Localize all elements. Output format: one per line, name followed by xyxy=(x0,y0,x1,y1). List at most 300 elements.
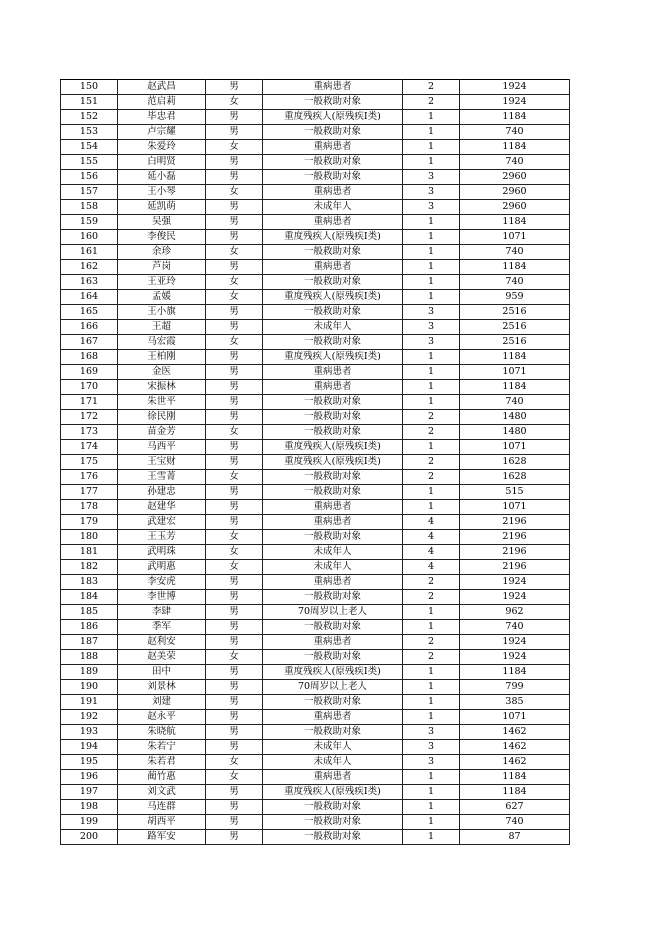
name-cell: 刘景林 xyxy=(118,680,206,695)
amount-cell: 740 xyxy=(460,275,570,290)
name-cell: 李世博 xyxy=(118,590,206,605)
category-cell: 重度残疾人(原残疾Ⅰ类) xyxy=(263,665,403,680)
table-row xyxy=(61,200,570,215)
category-cell: 一般救助对象 xyxy=(263,695,403,710)
table-row xyxy=(61,770,570,785)
row-number-cell: 192 xyxy=(61,710,118,725)
table-body xyxy=(61,80,570,845)
table-row xyxy=(61,290,570,305)
table-row xyxy=(61,410,570,425)
table-row xyxy=(61,125,570,140)
amount-cell: 2960 xyxy=(460,200,570,215)
category-cell: 一般救助对象 xyxy=(263,485,403,500)
name-cell: 王小旗 xyxy=(118,305,206,320)
row-number-cell: 194 xyxy=(61,740,118,755)
amount-cell: 2516 xyxy=(460,335,570,350)
table-row xyxy=(61,680,570,695)
household-count-cell: 2 xyxy=(403,575,460,590)
row-number-cell: 156 xyxy=(61,170,118,185)
amount-cell: 2196 xyxy=(460,530,570,545)
name-cell: 刘建 xyxy=(118,695,206,710)
table-row xyxy=(61,755,570,770)
table-row xyxy=(61,725,570,740)
table-row xyxy=(61,530,570,545)
amount-cell: 740 xyxy=(460,395,570,410)
row-number-cell: 169 xyxy=(61,365,118,380)
row-number-cell: 164 xyxy=(61,290,118,305)
amount-cell: 1184 xyxy=(460,110,570,125)
name-cell: 宋振林 xyxy=(118,380,206,395)
category-cell: 重病患者 xyxy=(263,500,403,515)
category-cell: 一般救助对象 xyxy=(263,815,403,830)
name-cell: 金医 xyxy=(118,365,206,380)
table-row xyxy=(61,110,570,125)
table-row xyxy=(61,425,570,440)
amount-cell: 1184 xyxy=(460,380,570,395)
row-number-cell: 168 xyxy=(61,350,118,365)
gender-cell: 男 xyxy=(206,710,263,725)
row-number-cell: 167 xyxy=(61,335,118,350)
household-count-cell: 1 xyxy=(403,365,460,380)
household-count-cell: 4 xyxy=(403,560,460,575)
household-count-cell: 1 xyxy=(403,710,460,725)
category-cell: 重病患者 xyxy=(263,770,403,785)
name-cell: 朱世平 xyxy=(118,395,206,410)
gender-cell: 男 xyxy=(206,230,263,245)
category-cell: 70周岁以上老人 xyxy=(263,680,403,695)
amount-cell: 1628 xyxy=(460,455,570,470)
category-cell: 一般救助对象 xyxy=(263,410,403,425)
category-cell: 重度残疾人(原残疾Ⅰ类) xyxy=(263,230,403,245)
household-count-cell: 4 xyxy=(403,545,460,560)
table-row xyxy=(61,575,570,590)
gender-cell: 男 xyxy=(206,395,263,410)
row-number-cell: 177 xyxy=(61,485,118,500)
name-cell: 李安虎 xyxy=(118,575,206,590)
gender-cell: 女 xyxy=(206,185,263,200)
household-count-cell: 1 xyxy=(403,695,460,710)
gender-cell: 男 xyxy=(206,500,263,515)
table-row xyxy=(61,260,570,275)
household-count-cell: 3 xyxy=(403,170,460,185)
household-count-cell: 1 xyxy=(403,230,460,245)
table-row xyxy=(61,605,570,620)
category-cell: 未成年人 xyxy=(263,560,403,575)
category-cell: 未成年人 xyxy=(263,755,403,770)
household-count-cell: 1 xyxy=(403,500,460,515)
category-cell: 一般救助对象 xyxy=(263,155,403,170)
gender-cell: 男 xyxy=(206,305,263,320)
amount-cell: 1184 xyxy=(460,665,570,680)
household-count-cell: 3 xyxy=(403,320,460,335)
category-cell: 重病患者 xyxy=(263,260,403,275)
category-cell: 一般救助对象 xyxy=(263,395,403,410)
category-cell: 一般救助对象 xyxy=(263,725,403,740)
name-cell: 毕忠君 xyxy=(118,110,206,125)
table-row xyxy=(61,155,570,170)
row-number-cell: 189 xyxy=(61,665,118,680)
category-cell: 重病患者 xyxy=(263,575,403,590)
amount-cell: 740 xyxy=(460,155,570,170)
row-number-cell: 160 xyxy=(61,230,118,245)
amount-cell: 1628 xyxy=(460,470,570,485)
gender-cell: 男 xyxy=(206,410,263,425)
gender-cell: 男 xyxy=(206,695,263,710)
row-number-cell: 184 xyxy=(61,590,118,605)
row-number-cell: 178 xyxy=(61,500,118,515)
category-cell: 未成年人 xyxy=(263,200,403,215)
table-row xyxy=(61,800,570,815)
gender-cell: 男 xyxy=(206,260,263,275)
row-number-cell: 188 xyxy=(61,650,118,665)
name-cell: 路军安 xyxy=(118,830,206,845)
household-count-cell: 2 xyxy=(403,95,460,110)
gender-cell: 男 xyxy=(206,320,263,335)
amount-cell: 1924 xyxy=(460,575,570,590)
name-cell: 王宝财 xyxy=(118,455,206,470)
table-row xyxy=(61,500,570,515)
category-cell: 重病患者 xyxy=(263,365,403,380)
category-cell: 一般救助对象 xyxy=(263,800,403,815)
name-cell: 李俊民 xyxy=(118,230,206,245)
gender-cell: 男 xyxy=(206,740,263,755)
amount-cell: 1184 xyxy=(460,140,570,155)
gender-cell: 男 xyxy=(206,830,263,845)
amount-cell: 1462 xyxy=(460,740,570,755)
household-count-cell: 4 xyxy=(403,515,460,530)
row-number-cell: 171 xyxy=(61,395,118,410)
row-number-cell: 176 xyxy=(61,470,118,485)
amount-cell: 1462 xyxy=(460,755,570,770)
name-cell: 田中 xyxy=(118,665,206,680)
category-cell: 一般救助对象 xyxy=(263,470,403,485)
table-row xyxy=(61,80,570,95)
name-cell: 马连群 xyxy=(118,800,206,815)
amount-cell: 1924 xyxy=(460,590,570,605)
row-number-cell: 199 xyxy=(61,815,118,830)
household-count-cell: 1 xyxy=(403,155,460,170)
household-count-cell: 2 xyxy=(403,650,460,665)
household-count-cell: 1 xyxy=(403,290,460,305)
row-number-cell: 151 xyxy=(61,95,118,110)
row-number-cell: 170 xyxy=(61,380,118,395)
amount-cell: 1924 xyxy=(460,95,570,110)
category-cell: 一般救助对象 xyxy=(263,125,403,140)
amount-cell: 1071 xyxy=(460,365,570,380)
row-number-cell: 153 xyxy=(61,125,118,140)
household-count-cell: 2 xyxy=(403,590,460,605)
gender-cell: 男 xyxy=(206,215,263,230)
table-row xyxy=(61,140,570,155)
row-number-cell: 172 xyxy=(61,410,118,425)
household-count-cell: 1 xyxy=(403,485,460,500)
row-number-cell: 200 xyxy=(61,830,118,845)
name-cell: 白明贤 xyxy=(118,155,206,170)
gender-cell: 女 xyxy=(206,470,263,485)
household-count-cell: 1 xyxy=(403,800,460,815)
household-count-cell: 1 xyxy=(403,275,460,290)
household-count-cell: 2 xyxy=(403,410,460,425)
gender-cell: 男 xyxy=(206,815,263,830)
category-cell: 一般救助对象 xyxy=(263,170,403,185)
name-cell: 延凯萌 xyxy=(118,200,206,215)
household-count-cell: 1 xyxy=(403,665,460,680)
category-cell: 重病患者 xyxy=(263,710,403,725)
gender-cell: 男 xyxy=(206,800,263,815)
row-number-cell: 154 xyxy=(61,140,118,155)
gender-cell: 男 xyxy=(206,485,263,500)
category-cell: 重病患者 xyxy=(263,80,403,95)
relief-recipient-table xyxy=(60,79,570,845)
amount-cell: 962 xyxy=(460,605,570,620)
category-cell: 重病患者 xyxy=(263,215,403,230)
category-cell: 一般救助对象 xyxy=(263,650,403,665)
amount-cell: 2960 xyxy=(460,170,570,185)
name-cell: 朱爱玲 xyxy=(118,140,206,155)
table-row xyxy=(61,335,570,350)
category-cell: 重度残疾人(原残疾Ⅰ类) xyxy=(263,290,403,305)
gender-cell: 男 xyxy=(206,680,263,695)
row-number-cell: 182 xyxy=(61,560,118,575)
row-number-cell: 180 xyxy=(61,530,118,545)
name-cell: 芦岗 xyxy=(118,260,206,275)
household-count-cell: 1 xyxy=(403,620,460,635)
table-row xyxy=(61,185,570,200)
row-number-cell: 150 xyxy=(61,80,118,95)
table-row xyxy=(61,635,570,650)
name-cell: 卢宗耀 xyxy=(118,125,206,140)
gender-cell: 男 xyxy=(206,605,263,620)
name-cell: 武建宏 xyxy=(118,515,206,530)
gender-cell: 女 xyxy=(206,545,263,560)
household-count-cell: 4 xyxy=(403,530,460,545)
name-cell: 胡西平 xyxy=(118,815,206,830)
table-row xyxy=(61,245,570,260)
category-cell: 重度残疾人(原残疾Ⅰ类) xyxy=(263,785,403,800)
row-number-cell: 198 xyxy=(61,800,118,815)
household-count-cell: 3 xyxy=(403,185,460,200)
row-number-cell: 163 xyxy=(61,275,118,290)
household-count-cell: 2 xyxy=(403,425,460,440)
table-row xyxy=(61,320,570,335)
name-cell: 赵永平 xyxy=(118,710,206,725)
row-number-cell: 165 xyxy=(61,305,118,320)
amount-cell: 740 xyxy=(460,125,570,140)
table-row xyxy=(61,515,570,530)
row-number-cell: 179 xyxy=(61,515,118,530)
name-cell: 王柏刚 xyxy=(118,350,206,365)
gender-cell: 女 xyxy=(206,560,263,575)
category-cell: 重病患者 xyxy=(263,515,403,530)
amount-cell: 1071 xyxy=(460,230,570,245)
name-cell: 李肆 xyxy=(118,605,206,620)
table-row xyxy=(61,95,570,110)
table-row xyxy=(61,560,570,575)
household-count-cell: 1 xyxy=(403,830,460,845)
gender-cell: 男 xyxy=(206,620,263,635)
table-row xyxy=(61,170,570,185)
table-row xyxy=(61,740,570,755)
amount-cell: 2960 xyxy=(460,185,570,200)
table-row xyxy=(61,815,570,830)
gender-cell: 男 xyxy=(206,365,263,380)
amount-cell: 1924 xyxy=(460,650,570,665)
amount-cell: 799 xyxy=(460,680,570,695)
category-cell: 未成年人 xyxy=(263,545,403,560)
household-count-cell: 1 xyxy=(403,350,460,365)
gender-cell: 女 xyxy=(206,530,263,545)
table-row xyxy=(61,710,570,725)
row-number-cell: 196 xyxy=(61,770,118,785)
name-cell: 徐民刚 xyxy=(118,410,206,425)
row-number-cell: 181 xyxy=(61,545,118,560)
household-count-cell: 1 xyxy=(403,785,460,800)
household-count-cell: 3 xyxy=(403,335,460,350)
category-cell: 重度残疾人(原残疾Ⅰ类) xyxy=(263,110,403,125)
name-cell: 吴强 xyxy=(118,215,206,230)
gender-cell: 女 xyxy=(206,275,263,290)
table-row xyxy=(61,485,570,500)
gender-cell: 女 xyxy=(206,650,263,665)
name-cell: 蔺竹惠 xyxy=(118,770,206,785)
amount-cell: 385 xyxy=(460,695,570,710)
row-number-cell: 193 xyxy=(61,725,118,740)
household-count-cell: 3 xyxy=(403,305,460,320)
amount-cell: 1480 xyxy=(460,425,570,440)
gender-cell: 男 xyxy=(206,200,263,215)
amount-cell: 1480 xyxy=(460,410,570,425)
table-row xyxy=(61,650,570,665)
amount-cell: 2196 xyxy=(460,545,570,560)
gender-cell: 男 xyxy=(206,80,263,95)
amount-cell: 740 xyxy=(460,245,570,260)
gender-cell: 男 xyxy=(206,155,263,170)
row-number-cell: 175 xyxy=(61,455,118,470)
household-count-cell: 1 xyxy=(403,380,460,395)
name-cell: 武明惠 xyxy=(118,560,206,575)
name-cell: 余珍 xyxy=(118,245,206,260)
amount-cell: 2196 xyxy=(460,560,570,575)
row-number-cell: 190 xyxy=(61,680,118,695)
gender-cell: 男 xyxy=(206,380,263,395)
category-cell: 一般救助对象 xyxy=(263,620,403,635)
name-cell: 赵武昌 xyxy=(118,80,206,95)
category-cell: 重病患者 xyxy=(263,380,403,395)
table-row xyxy=(61,695,570,710)
gender-cell: 男 xyxy=(206,785,263,800)
amount-cell: 1184 xyxy=(460,770,570,785)
household-count-cell: 1 xyxy=(403,605,460,620)
row-number-cell: 183 xyxy=(61,575,118,590)
gender-cell: 男 xyxy=(206,515,263,530)
category-cell: 一般救助对象 xyxy=(263,335,403,350)
amount-cell: 1071 xyxy=(460,500,570,515)
category-cell: 重度残疾人(原残疾Ⅰ类) xyxy=(263,350,403,365)
amount-cell: 1071 xyxy=(460,710,570,725)
category-cell: 未成年人 xyxy=(263,320,403,335)
row-number-cell: 191 xyxy=(61,695,118,710)
category-cell: 一般救助对象 xyxy=(263,305,403,320)
household-count-cell: 1 xyxy=(403,440,460,455)
amount-cell: 740 xyxy=(460,620,570,635)
name-cell: 武明珠 xyxy=(118,545,206,560)
table-row xyxy=(61,590,570,605)
household-count-cell: 1 xyxy=(403,215,460,230)
table-row xyxy=(61,380,570,395)
name-cell: 赵利安 xyxy=(118,635,206,650)
gender-cell: 男 xyxy=(206,455,263,470)
gender-cell: 女 xyxy=(206,95,263,110)
amount-cell: 1924 xyxy=(460,635,570,650)
household-count-cell: 2 xyxy=(403,80,460,95)
gender-cell: 女 xyxy=(206,245,263,260)
category-cell: 一般救助对象 xyxy=(263,830,403,845)
category-cell: 一般救助对象 xyxy=(263,425,403,440)
amount-cell: 1924 xyxy=(460,80,570,95)
amount-cell: 1184 xyxy=(460,350,570,365)
row-number-cell: 187 xyxy=(61,635,118,650)
row-number-cell: 162 xyxy=(61,260,118,275)
name-cell: 赵建华 xyxy=(118,500,206,515)
amount-cell: 2196 xyxy=(460,515,570,530)
household-count-cell: 3 xyxy=(403,725,460,740)
amount-cell: 959 xyxy=(460,290,570,305)
name-cell: 马西平 xyxy=(118,440,206,455)
amount-cell: 2516 xyxy=(460,305,570,320)
name-cell: 朱晓航 xyxy=(118,725,206,740)
household-count-cell: 2 xyxy=(403,455,460,470)
amount-cell: 1462 xyxy=(460,725,570,740)
household-count-cell: 1 xyxy=(403,110,460,125)
amount-cell: 2516 xyxy=(460,320,570,335)
household-count-cell: 1 xyxy=(403,815,460,830)
row-number-cell: 152 xyxy=(61,110,118,125)
gender-cell: 男 xyxy=(206,350,263,365)
household-count-cell: 3 xyxy=(403,755,460,770)
row-number-cell: 161 xyxy=(61,245,118,260)
category-cell: 一般救助对象 xyxy=(263,590,403,605)
table-row xyxy=(61,830,570,845)
row-number-cell: 174 xyxy=(61,440,118,455)
gender-cell: 男 xyxy=(206,170,263,185)
household-count-cell: 1 xyxy=(403,680,460,695)
name-cell: 延小磊 xyxy=(118,170,206,185)
category-cell: 重度残疾人(原残疾Ⅰ类) xyxy=(263,455,403,470)
name-cell: 朱若君 xyxy=(118,755,206,770)
category-cell: 70周岁以上老人 xyxy=(263,605,403,620)
household-count-cell: 1 xyxy=(403,125,460,140)
gender-cell: 男 xyxy=(206,110,263,125)
household-count-cell: 2 xyxy=(403,470,460,485)
amount-cell: 87 xyxy=(460,830,570,845)
name-cell: 马宏霞 xyxy=(118,335,206,350)
household-count-cell: 1 xyxy=(403,245,460,260)
row-number-cell: 173 xyxy=(61,425,118,440)
row-number-cell: 197 xyxy=(61,785,118,800)
gender-cell: 女 xyxy=(206,335,263,350)
table-row xyxy=(61,275,570,290)
row-number-cell: 157 xyxy=(61,185,118,200)
row-number-cell: 166 xyxy=(61,320,118,335)
amount-cell: 740 xyxy=(460,815,570,830)
household-count-cell: 3 xyxy=(403,200,460,215)
table-row xyxy=(61,470,570,485)
row-number-cell: 185 xyxy=(61,605,118,620)
gender-cell: 女 xyxy=(206,290,263,305)
amount-cell: 1184 xyxy=(460,215,570,230)
name-cell: 王雪菁 xyxy=(118,470,206,485)
household-count-cell: 1 xyxy=(403,770,460,785)
